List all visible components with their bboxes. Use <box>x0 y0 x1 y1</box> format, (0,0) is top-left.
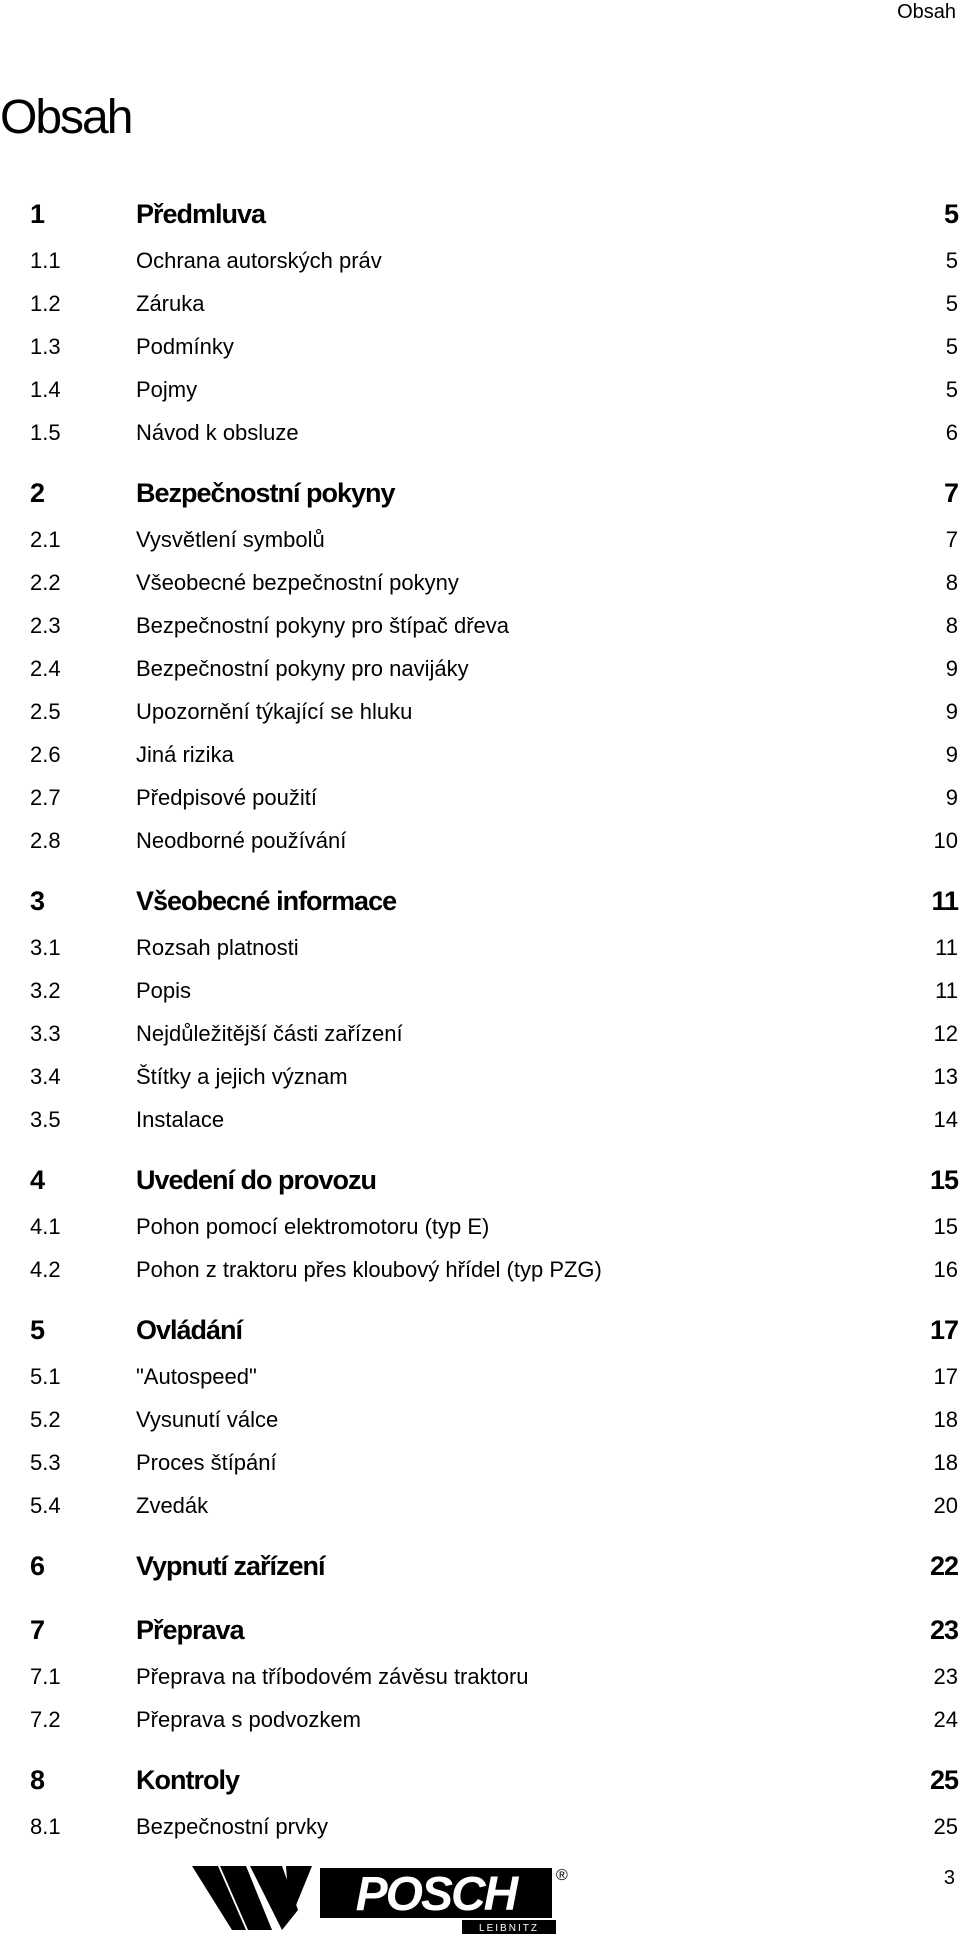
toc-entry-page: 20 <box>933 1493 958 1518</box>
toc-entry-title: Přeprava na tříbodovém závěsu traktoru <box>136 1664 529 1689</box>
page-number: 3 <box>943 1867 955 1889</box>
toc-entry-title: Přeprava s podvozkem <box>136 1707 361 1732</box>
toc-entry-num: 1 <box>30 199 45 229</box>
toc-entry-title: Kontroly <box>136 1765 239 1795</box>
toc-entry-num: 4.2 <box>30 1257 61 1282</box>
toc-entry-num: 2.7 <box>30 785 61 810</box>
toc-entry-page: 11 <box>935 935 958 960</box>
toc-entry-title: Přeprava <box>136 1615 244 1645</box>
toc-chapter-row[interactable] <box>30 1312 958 1348</box>
toc-section-row[interactable] <box>30 246 958 276</box>
toc-entry-num: 2.5 <box>30 699 61 724</box>
toc-entry-num: 2.2 <box>30 570 61 595</box>
toc-entry-title: Vypnutí zařízení <box>136 1551 325 1581</box>
toc-entry-title: Pojmy <box>136 377 198 402</box>
toc-entry-title: Návod k obsluze <box>136 420 299 445</box>
toc-entry-page: 6 <box>945 420 958 445</box>
toc-entry-page: 5 <box>945 291 958 316</box>
toc-entry-title: Podmínky <box>136 334 234 359</box>
toc-section-row[interactable] <box>30 1812 958 1842</box>
toc-entry-page: 7 <box>945 527 958 552</box>
toc-entry-num: 3.4 <box>30 1064 61 1089</box>
toc-entry-page: 5 <box>945 377 958 402</box>
toc-section-row[interactable] <box>30 976 958 1006</box>
toc-entry-title: Bezpečnostní pokyny <box>136 478 395 508</box>
toc-entry-title: Instalace <box>136 1107 225 1132</box>
toc-chapter-row[interactable] <box>30 883 958 919</box>
toc-section-row[interactable] <box>30 1105 958 1135</box>
toc-entry-page: 9 <box>945 742 958 767</box>
logo-mark <box>192 1866 312 1930</box>
toc-entry-title: Zvedák <box>136 1493 209 1518</box>
toc-section-row[interactable] <box>30 1448 958 1478</box>
toc-entry-num: 1.3 <box>30 334 61 359</box>
toc-entry-num: 2.8 <box>30 828 61 853</box>
toc-section-row[interactable] <box>30 611 958 641</box>
toc-entry-num: 4.1 <box>30 1214 61 1239</box>
toc-entry-num: 5.1 <box>30 1364 61 1389</box>
toc-entry-page: 17 <box>933 1364 958 1389</box>
toc-entry-num: 2 <box>30 478 45 508</box>
page-title: Obsah <box>0 91 132 144</box>
toc-entry-page: 16 <box>933 1257 958 1282</box>
toc-entry-title: Vysvětlení symbolů <box>136 527 325 552</box>
toc-entry-page: 17 <box>929 1315 958 1345</box>
toc-entry-page: 9 <box>945 656 958 681</box>
toc-entry-page: 15 <box>933 1214 958 1239</box>
toc-entry-title: Proces štípání <box>136 1450 277 1475</box>
toc-entry-num: 2.1 <box>30 527 61 552</box>
toc-entry-num: 1.4 <box>30 377 61 402</box>
toc-entry-title: Rozsah platnosti <box>136 935 299 960</box>
toc-entry-num: 5.4 <box>30 1493 61 1518</box>
toc-entry-num: 5.3 <box>30 1450 61 1475</box>
toc-entry-title: Předmluva <box>136 199 266 229</box>
toc-entry-num: 7.1 <box>30 1664 61 1689</box>
toc-section-row[interactable] <box>30 1212 958 1242</box>
toc-entry-num: 3 <box>30 886 45 916</box>
toc-chapter-row[interactable] <box>30 1762 958 1798</box>
toc-entry-title: Bezpečnostní pokyny pro navijáky <box>136 656 469 681</box>
toc-entry-title: Ovládání <box>136 1315 243 1345</box>
toc-section-row[interactable] <box>30 933 958 963</box>
toc-entry-num: 2.6 <box>30 742 61 767</box>
toc-entry-num: 4 <box>30 1165 45 1195</box>
toc-entry-page: 25 <box>933 1814 958 1839</box>
toc-entry-title: Upozornění týkající se hluku <box>136 699 413 724</box>
toc-chapter-row[interactable] <box>30 475 958 511</box>
toc-section-row[interactable] <box>30 418 958 448</box>
toc-entry-num: 1.1 <box>30 248 61 273</box>
toc-section-row[interactable] <box>30 697 958 727</box>
toc-section-row[interactable] <box>30 1705 958 1735</box>
toc-entry-page: 7 <box>943 478 958 508</box>
toc-entry-page: 18 <box>933 1450 958 1475</box>
toc-entry-title: Popis <box>136 978 192 1003</box>
toc-section-row[interactable] <box>30 1491 958 1521</box>
toc-section-row[interactable] <box>30 568 958 598</box>
toc-entry-num: 3.3 <box>30 1021 61 1046</box>
toc-entry-page: 22 <box>929 1551 958 1581</box>
logo-sub-text: LEIBNITZ <box>479 1923 539 1934</box>
toc-section-row[interactable] <box>30 654 958 684</box>
toc-entry-num: 8 <box>30 1765 45 1795</box>
toc-entry-page: 5 <box>945 334 958 359</box>
toc-section-row[interactable] <box>30 1362 958 1392</box>
toc-entry-num: 8.1 <box>30 1814 61 1839</box>
toc-entry-page: 23 <box>929 1615 958 1645</box>
toc-entry-num: 5.2 <box>30 1407 61 1432</box>
toc-section-row[interactable] <box>30 740 958 770</box>
toc-entry-num: 2.3 <box>30 613 61 638</box>
toc-entry-title: "Autospeed" <box>136 1364 257 1389</box>
toc-entry-title: Vysunutí válce <box>136 1407 279 1432</box>
toc-entry-page: 18 <box>933 1407 958 1432</box>
toc-section-row[interactable] <box>30 1062 958 1092</box>
toc-entry-page: 24 <box>933 1707 958 1732</box>
toc-entry-title: Všeobecné bezpečnostní pokyny <box>136 570 459 595</box>
toc-entry-title: Bezpečnostní pokyny pro štípač dřeva <box>136 613 509 638</box>
toc-entry-title: Nejdůležitější části zařízení <box>136 1021 403 1046</box>
toc-section-row[interactable] <box>30 1405 958 1435</box>
toc-entry-num: 7.2 <box>30 1707 61 1732</box>
toc-section-row[interactable] <box>30 783 958 813</box>
toc-section-row[interactable] <box>30 1019 958 1049</box>
toc-entry-page: 15 <box>929 1165 958 1195</box>
logo-registered-mark: ® <box>556 1867 568 1884</box>
toc-entry-title: Pohon pomocí elektromotoru (typ E) <box>136 1214 490 1239</box>
toc-section-row[interactable] <box>30 1662 958 1692</box>
toc-entry-num: 3.2 <box>30 978 61 1003</box>
toc-entry-num: 2.4 <box>30 656 61 681</box>
toc-entry-num: 1.2 <box>30 291 61 316</box>
toc-section-row[interactable] <box>30 375 958 405</box>
toc-section-row[interactable] <box>30 525 958 555</box>
toc-chapter-row[interactable] <box>30 1162 958 1198</box>
toc-entry-page: 10 <box>933 828 958 853</box>
toc-entry-num: 3.5 <box>30 1107 61 1132</box>
toc-entry-page: 11 <box>931 886 958 916</box>
toc-chapter-row[interactable] <box>30 1548 958 1584</box>
toc-entry-page: 14 <box>933 1107 958 1132</box>
toc-entry-title: Záruka <box>136 291 205 316</box>
toc-entry-title: Pohon z traktoru přes kloubový hřídel (typ PZG) <box>136 1257 602 1282</box>
toc-entry-num: 5 <box>30 1315 45 1345</box>
toc-entry-title: Bezpečnostní prvky <box>136 1814 328 1839</box>
logo-brand-text: POSCH <box>355 1868 517 1921</box>
toc-entry-page: 23 <box>933 1664 958 1689</box>
toc-section-row[interactable] <box>30 289 958 319</box>
toc-entry-num: 7 <box>30 1615 45 1645</box>
toc-entry-num: 1.5 <box>30 420 61 445</box>
toc-entry-title: Všeobecné informace <box>136 886 397 916</box>
toc-entry-page: 12 <box>933 1021 958 1046</box>
toc-chapter-row[interactable] <box>30 196 958 232</box>
toc-entry-page: 8 <box>945 613 958 638</box>
toc-chapter-row[interactable] <box>30 1612 958 1648</box>
toc-entry-title: Štítky a jejich význam <box>136 1064 348 1089</box>
toc-section-row[interactable] <box>30 826 958 856</box>
toc-entry-title: Neodborné používání <box>136 828 347 853</box>
toc-entry-page: 25 <box>929 1765 958 1795</box>
toc-section-row[interactable] <box>30 1255 958 1285</box>
toc-entry-page: 11 <box>935 978 958 1003</box>
toc-entry-page: 5 <box>943 199 958 229</box>
toc-entry-page: 13 <box>933 1064 958 1089</box>
toc-entry-title: Uvedení do provozu <box>136 1165 377 1195</box>
toc-entry-num: 3.1 <box>30 935 61 960</box>
toc-entry-page: 5 <box>945 248 958 273</box>
toc-entry-title: Jiná rizika <box>136 742 234 767</box>
toc-entry-num: 6 <box>30 1551 45 1581</box>
running-header: Obsah <box>897 1 956 23</box>
toc-entry-page: 8 <box>945 570 958 595</box>
toc-entry-page: 9 <box>945 785 958 810</box>
toc-entry-page: 9 <box>945 699 958 724</box>
toc-section-row[interactable] <box>30 332 958 362</box>
posch-logo <box>192 1860 568 1936</box>
toc-entry-title: Ochrana autorských práv <box>136 248 382 273</box>
toc-entry-title: Předpisové použití <box>136 785 317 810</box>
